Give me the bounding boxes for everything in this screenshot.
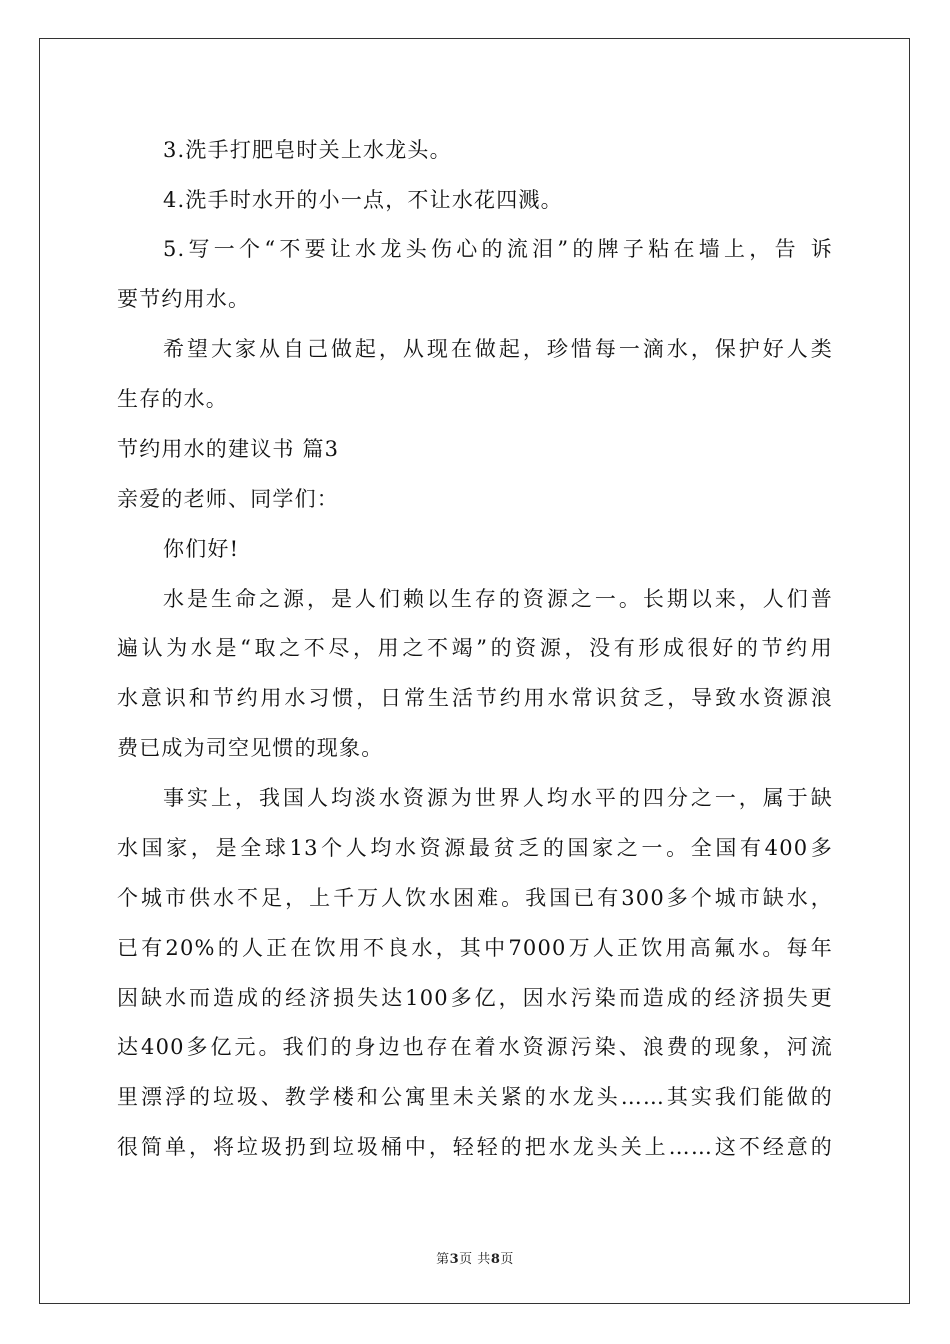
- current-page-number: 3: [449, 1252, 460, 1267]
- list-item-4: 4.洗手时水开的小一点，不让水花四溅。: [163, 188, 563, 212]
- paragraph-line: 水是生命之源，是人们赖以生存的资源之一。长期以来，人们普: [163, 587, 833, 611]
- page-border: [39, 38, 910, 1304]
- paragraph-line: 因缺水而造成的经济损失达100多亿，因水污染而造成的经济损失更: [117, 986, 833, 1010]
- footer-page-suffix: 页 共: [459, 1252, 491, 1267]
- paragraph-line: 希望大家从自己做起，从现在做起，珍惜每一滴水，保护好人类: [163, 337, 833, 361]
- list-item-5-continued: 要节约用水。: [117, 287, 251, 311]
- list-item-3: 3.洗手打肥皂时关上水龙头。: [163, 138, 452, 162]
- paragraph-line: 水国家，是全球13个人均水资源最贫乏的国家之一。全国有400多: [117, 836, 833, 860]
- paragraph-line: 水意识和节约用水习惯，日常生活节约用水常识贫乏，导致水资源浪: [117, 686, 833, 710]
- footer-total-suffix: 页: [500, 1252, 514, 1267]
- section-heading: 节约用水的建议书 篇3: [117, 437, 340, 461]
- paragraph-line: 里漂浮的垃圾、教学楼和公寓里未关紧的水龙头……其实我们能做的: [117, 1085, 833, 1109]
- paragraph-line: 事实上，我国人均淡水资源为世界人均水平的四分之一，属于缺: [163, 786, 833, 810]
- paragraph-line: 个城市供水不足，上千万人饮水困难。我国已有300多个城市缺水，: [117, 886, 833, 910]
- paragraph-line: 很简单，将垃圾扔到垃圾桶中，轻轻的把水龙头关上……这不经意的: [117, 1135, 833, 1159]
- paragraph-line: 生存的水。: [117, 387, 228, 411]
- paragraph-line: 费已成为司空见惯的现象。: [117, 736, 384, 760]
- paragraph-line: 达400多亿元。我们的身边也存在着水资源污染、浪费的现象，河流: [117, 1035, 833, 1059]
- list-item-5: 5.写一个“不要让水龙头伤心的流泪”的牌子粘在墙上，告 诉: [163, 237, 833, 261]
- total-page-count: 8: [490, 1252, 501, 1267]
- paragraph-line: 已有20%的人正在饮用不良水，其中7000万人正饮用高氟水。每年: [117, 936, 833, 960]
- salutation: 亲爱的老师、同学们：: [117, 487, 339, 511]
- footer-prefix: 第: [436, 1252, 450, 1267]
- page-footer: [0, 1248, 950, 1267]
- greeting: 你们好!: [163, 537, 240, 561]
- paragraph-line: 遍认为水是“取之不尽，用之不竭”的资源，没有形成很好的节约用: [117, 636, 833, 660]
